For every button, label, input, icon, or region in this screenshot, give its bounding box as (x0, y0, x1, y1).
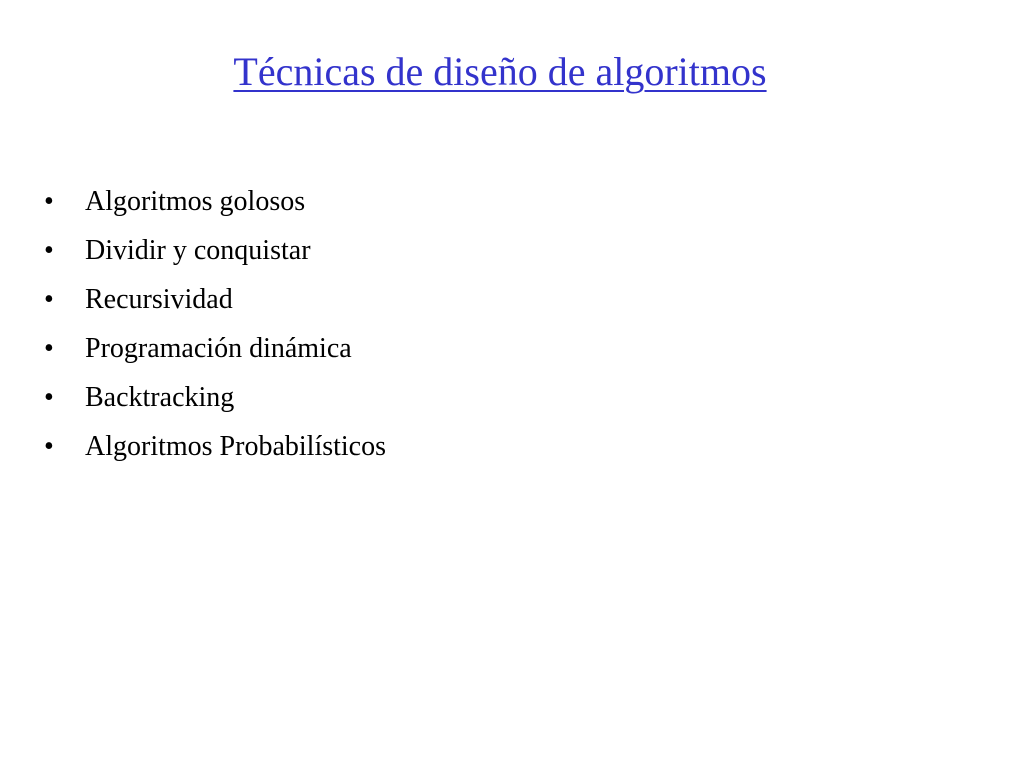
slide-title-link[interactable]: Técnicas de diseño de algoritmos (233, 49, 767, 94)
list-item (44, 373, 386, 422)
bullet-icon: • (44, 186, 54, 217)
list-item-label: Programación dinámica (85, 333, 352, 364)
list-item (44, 422, 386, 471)
list-item-label: Algoritmos golosos (85, 186, 306, 217)
bullet-icon: • (44, 235, 54, 266)
list-item-label: Algoritmos Probabilísticos (85, 431, 386, 462)
list-item-label: Dividir y conquistar (85, 235, 311, 266)
list-item-label: Backtracking (85, 382, 235, 413)
list-item (44, 275, 386, 324)
bullet-icon: • (44, 284, 54, 315)
bullet-icon: • (44, 333, 54, 364)
list-item (44, 226, 386, 275)
bullet-list (44, 177, 386, 471)
list-item (44, 324, 386, 373)
bullet-icon: • (44, 431, 54, 462)
bullet-icon: • (44, 382, 54, 413)
list-item-label: Recursividad (85, 284, 233, 315)
list-item (44, 177, 386, 226)
